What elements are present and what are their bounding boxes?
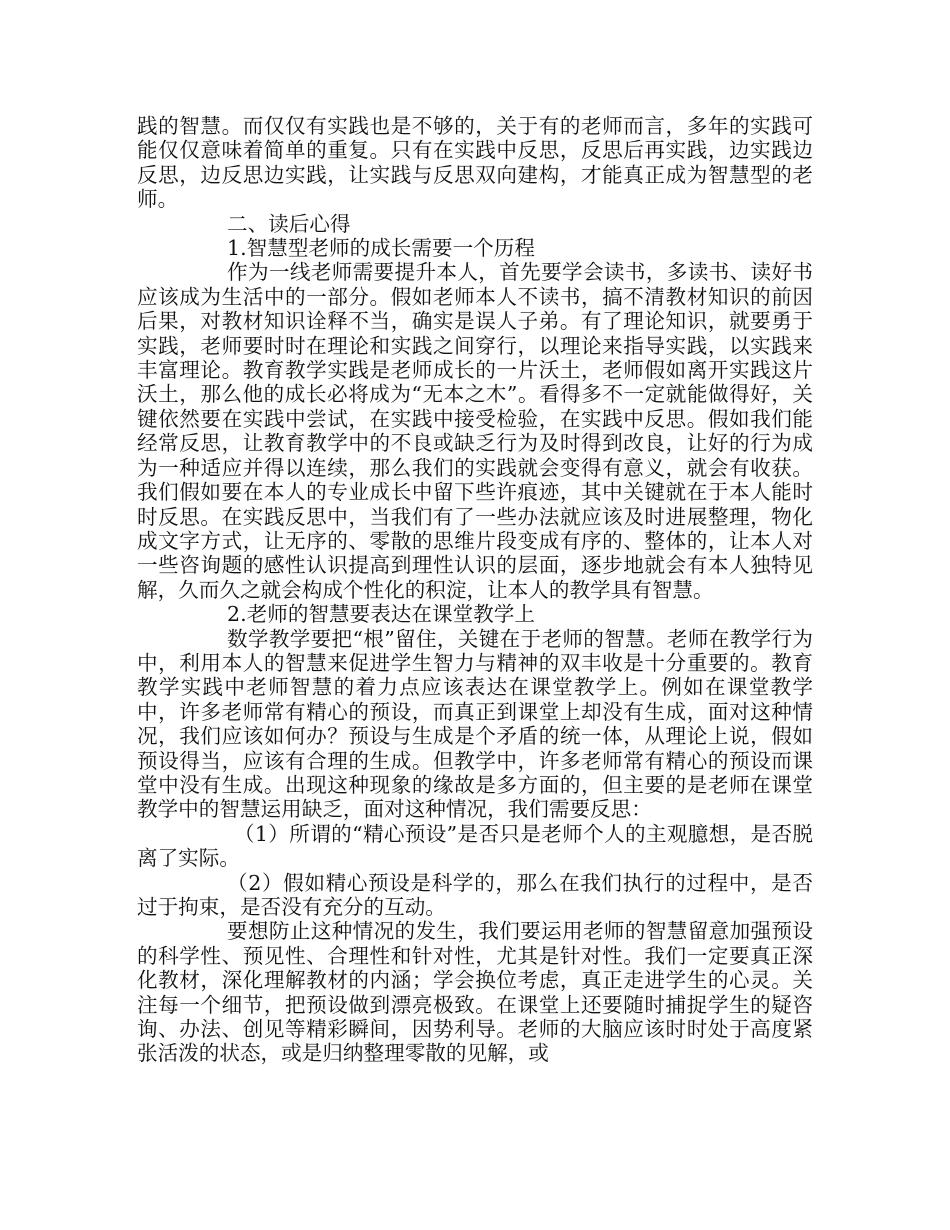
- subsection-heading: 1.智慧型老师的成长需要一个历程: [227, 236, 535, 261]
- body-paragraph: 要想防止这种情况的发生，我们要运用老师的智慧留意加强预设的科学性、预见性、合理性和针对性，尤其是针对性。我们一定要真正深化教材，深化理解教材的内涵；学会换位考虑，真正走进学生的心灵。关注每一个细节，把预设做到漂亮极致。在课堂上还要随时捕捉学生的疑咨询、办法、创见等精彩瞬间，因势利导。老师的大脑应该时时处于高度紧张活泼的状态，或是归纳整理零散的见解，或: [137, 919, 813, 1066]
- paragraph-continuation: 践的智慧。而仅仅有实践也是不够的，关于有的老师而言，多年的实践可能仅仅意味着简单的重复。只有在实践中反思，反思后再实践，边实践边反思，边反思边实践，让实践与反思双向建构，才能真正成为智慧型的老师。: [137, 114, 813, 212]
- subsection-heading: 2.老师的智慧要表达在课堂教学上: [227, 602, 535, 627]
- document-page: [137, 114, 813, 1066]
- body-paragraph: 作为一线老师需要提升本人，首先要学会读书，多读书、读好书应该成为生活中的一部分。假如老师本人不读书，搞不清教材知识的前因后果，对教材知识诠释不当，确实是误人子弟。有了理论知识，就要勇于实践，老师要时时在理论和实践之间穿行，以理论来指导实践，以实践来丰富理论。教育教学实践是老师成长的一片沃土，老师假如离开实践这片沃土，那么他的成长必将成为“无本之木”。看得多不一定就能做得好，关键依然要在实践中尝试，在实践中接受检验，在实践中反思。假如我们能经常反思，让教育教学中的不良或缺乏行为及时得到改良，让好的行为成为一种适应并得以连续，那么我们的实践就会变得有意义，就会有收获。我们假如要在本人的专业成长中留下些许痕迹，其中关键就在于本人能时时反思。在实践反思中，当我们有了一些办法就应该及时进展整理，物化成文字方式，让无序的、零散的思维片段变成有序的、整体的，让本人对一些咨询题的感性认识提高到理性认识的层面，逐步地就会有本人独特见解，久而久之就会构成个性化的积淀，让本人的教学具有智慧。: [137, 260, 813, 602]
- section-heading: 二、读后心得: [227, 211, 351, 236]
- list-item: （2）假如精心预设是科学的，那么在我们执行的过程中，是否过于拘束，是否没有充分的互动。: [137, 870, 813, 919]
- list-item: （1）所谓的“精心预设”是否只是老师个人的主观臆想，是否脱离了实际。: [137, 821, 813, 871]
- body-paragraph: 数学教学要把“根”留住，关键在于老师的智慧。老师在教学行为中，利用本人的智慧来促进学生智力与精神的双丰收是十分重要的。教育教学实践中老师智慧的着力点应该表达在课堂教学上。例如在课堂教学中，许多老师常有精心的预设，而真正到课堂上却没有生成，面对这种情况，我们应该如何办？预设与生成是个矛盾的统一体，从理论上说，假如预设得当，应该有合理的生成。但教学中，许多老师常有精心的预设而课堂中没有生成。出现这种现象的缘故是多方面的，但主要的是老师在课堂教学中的智慧运用缺乏，面对这种情况，我们需要反思：: [137, 626, 813, 822]
